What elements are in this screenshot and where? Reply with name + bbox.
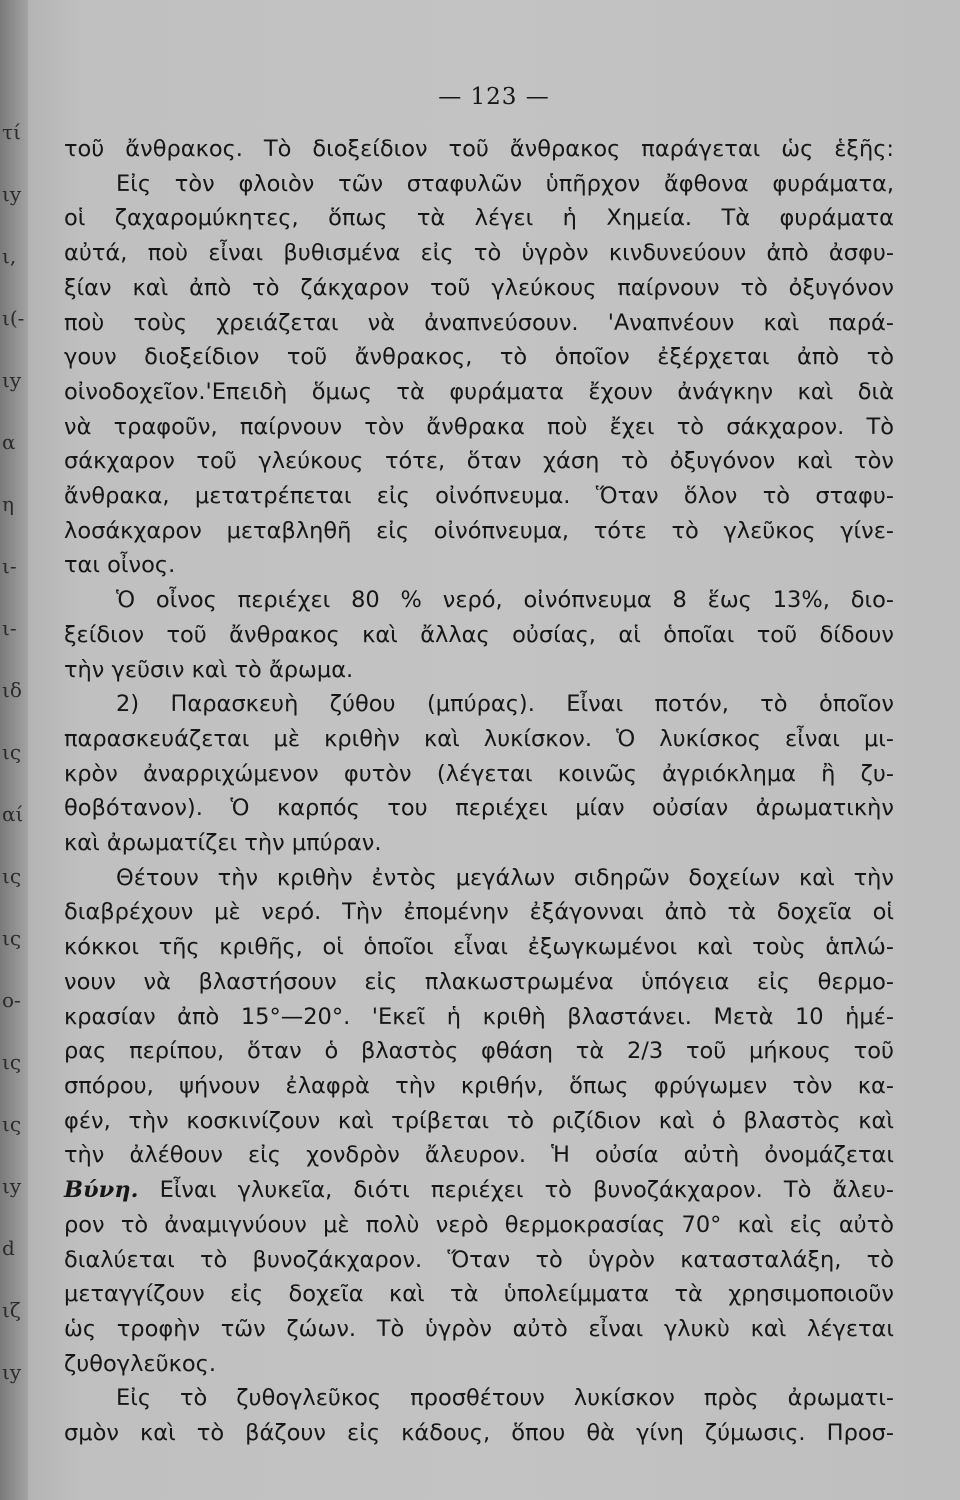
text-line: ζυθογλεῦκος.: [64, 1350, 216, 1377]
text-line: τὴν ἀλέθουν εἰς χονδρὸν ἄλευρον. Ἡ οὐσία αὐτὴ ὀνομάζεται: [64, 1142, 894, 1169]
text-line: ὡς τροφὴν τῶν ζώων. Τὸ ὑγρὸν αὐτὸ εἶναι γλυκὺ καὶ λέγεται: [64, 1315, 894, 1342]
text-line: 2) Παρασκευὴ ζύθου (μπύρας). Εἶναι ποτόν, τὸ ὁποῖον: [116, 691, 894, 718]
margin-mark: ιδ: [2, 678, 22, 702]
text-line: νουν νὰ βλαστήσουν εἰς πλακωστρωμένα ὑπόγεια εἰς θερμο-: [64, 968, 894, 995]
previous-page-edge: [0, 0, 28, 1500]
margin-mark: α: [2, 430, 16, 454]
text-line: τὴν γεῦσιν καὶ τὸ ἄρωμα.: [64, 656, 354, 683]
margin-mark: ις: [2, 1112, 22, 1136]
text-line: ται οἶνος.: [64, 552, 176, 579]
margin-mark: ιy: [2, 368, 22, 392]
margin-mark: ιy: [2, 1174, 22, 1198]
text-line: κόκκοι τῆς κριθῆς, οἱ ὁποῖοι εἶναι ἐξωγκωμένοι καὶ τοὺς ἁπλώ-: [64, 934, 894, 961]
text-line: σμὸν καὶ τὸ βάζουν εἰς κάδους, ὅπου θὰ γίνη ζύμωσις. Προσ-: [64, 1420, 894, 1447]
margin-mark: ις: [2, 1050, 22, 1074]
text-line: διαβρέχουν μὲ νερό. Τὴν ἐπομένην ἐξάγονναι ἀπὸ τὰ δοχεῖα οἱ: [64, 899, 894, 926]
text-line: ξείδιον τοῦ ἄνθρακος καὶ ἄλλας οὐσίας, αἱ ὁποῖαι τοῦ δίδουν: [64, 621, 894, 648]
text-line: ἄνθρακα, μετατρέπεται εἰς οἰνόπνευμα. Ὅταν ὅλον τὸ σταφυ-: [64, 483, 894, 510]
margin-mark: η: [2, 492, 14, 516]
text-line: ρας περίπου, ὅταν ὁ βλαστὸς φθάση τὰ 2/3 τοῦ μήκους τοῦ: [64, 1038, 894, 1065]
margin-mark: τί: [2, 120, 21, 144]
margin-mark: ι-: [2, 616, 17, 640]
text-line: Εἰς τὸ ζυθογλεῦκος προσθέτουν λυκίσκον πρὸς ἀρωματι-: [116, 1385, 894, 1412]
text-line: ξίαν καὶ ἀπὸ τὸ ζάκχαρον τοῦ γλεύκους παίρνουν τὸ ὀξυγόνον: [64, 274, 894, 301]
margin-mark: αί: [2, 802, 24, 826]
margin-mark: ις: [2, 926, 22, 950]
text-line: θοβότανον). Ὁ καρπός του περιέχει μίαν οὐσίαν ἀρωματικὴν: [64, 795, 894, 822]
text-line: διαλύεται τὸ βυνοζάκχαρον. Ὅταν τὸ ὑγρὸν κατασταλάξη, τὸ: [64, 1246, 894, 1273]
text-line: σπόρου, ψήνουν ἐλαφρὰ τὴν κριθήν, ὅπως φρύγωμεν τὸν κα-: [64, 1072, 894, 1099]
text-line: κρασίαν ἀπὸ 15°—20°. 'Εκεῖ ἡ κριθὴ βλαστάνει. Μετὰ 10 ἡμέ-: [64, 1003, 894, 1030]
text-line: Ὁ οἶνος περιέχει 80 % νερό, οἰνόπνευμα 8 ἕως 13%, διο-: [116, 587, 894, 614]
margin-mark: ο-: [2, 988, 21, 1012]
margin-mark: ιy: [2, 1360, 22, 1384]
margin-mark: ις: [2, 740, 22, 764]
text-line: μεταγγίζουν εἰς δοχεῖα καὶ τὰ ὑπολείμματα τὰ χρησιμοποιοῦν: [64, 1281, 894, 1308]
margin-mark: d: [2, 1236, 15, 1260]
text-line: Εἰς τὸν φλοιὸν τῶν σταφυλῶν ὑπῆρχον ἄφθονα φυράματα,: [116, 170, 894, 197]
book-page: [28, 0, 960, 1500]
text-line: κρὸν ἀναρριχώμενον φυτὸν (λέγεται κοινῶς ἀγριόκλημα ἢ ζυ-: [64, 760, 894, 787]
text-line: [64, 1173, 894, 1208]
text-line: φέν, τὴν κοσκινίζουν καὶ τρίβεται τὸ ριζίδιον καὶ ὁ βλαστὸς καὶ: [64, 1107, 894, 1134]
margin-marks: [2, 120, 24, 1420]
text-line: παρασκευάζεται μὲ κριθὴν καὶ λυκίσκον. Ὁ λυκίσκος εἶναι μι-: [64, 725, 894, 752]
line-text: Εἶναι γλυκεῖα, διότι περιέχει τὸ βυνοζάκχαρον. Τὸ ἄλευ-: [138, 1177, 894, 1204]
body-text: [64, 132, 894, 1451]
text-line: Θέτουν τὴν κριθὴν ἐντὸς μεγάλων σιδηρῶν δοχείων καὶ τὴν: [116, 864, 894, 891]
margin-mark: ις: [2, 864, 22, 888]
text-line: αὐτά, ποὺ εἶναι βυθισμένα εἰς τὸ ὑγρὸν κινδυνεύουν ἀπὸ ἀσφυ-: [64, 240, 894, 267]
text-line: ρον τὸ ἀναμιγνύουν μὲ πολὺ νερὸ θερμοκρασίας 70° καὶ εἰς αὐτὸ: [64, 1211, 894, 1238]
text-line: οἰνοδοχεῖον.'Επειδὴ ὅμως τὰ φυράματα ἔχουν ἀνάγκην καὶ διὰ: [64, 378, 894, 405]
text-line: λοσάκχαρον μεταβληθῆ εἰς οἰνόπνευμα, τότε τὸ γλεῦκος γίνε-: [64, 517, 894, 544]
text-line: τοῦ ἄνθρακος. Τὸ διοξείδιον τοῦ ἄνθρακος παράγεται ὡς ἑξῆς:: [64, 136, 894, 162]
margin-mark: ιy: [2, 182, 22, 206]
text-line: οἱ ζαχαρομύκητες, ὅπως τὰ λέγει ἡ Χημεία. Τὰ φυράματα: [64, 205, 894, 232]
margin-mark: ι(-: [2, 306, 25, 330]
margin-mark: ιζ: [2, 1298, 21, 1322]
margin-mark: ι,: [2, 244, 17, 268]
text-line: νὰ τραφοῦν, παίρνουν τὸν ἄνθρακα ποὺ ἔχει τὸ σάκχαρον. Τὸ: [64, 413, 894, 440]
text-line: ποὺ τοὺς χρειάζεται νὰ ἀναπνεύσουν. 'Αναπνέουν καὶ παρά-: [64, 309, 894, 336]
term-word: Βύνη.: [64, 1177, 139, 1204]
text-line: σάκχαρον τοῦ γλεύκους τότε, ὅταν χάση τὸ ὀξυγόνον καὶ τὸν: [64, 448, 894, 475]
text-line: γουν διοξείδιον τοῦ ἄνθρακος, τὸ ὁποῖον ἐξέρχεται ἀπὸ τὸ: [64, 344, 894, 371]
page-number: — 123 —: [438, 84, 550, 110]
margin-mark: ι-: [2, 554, 17, 578]
text-line: καὶ ἀρωματίζει τὴν μπύραν.: [64, 830, 382, 857]
